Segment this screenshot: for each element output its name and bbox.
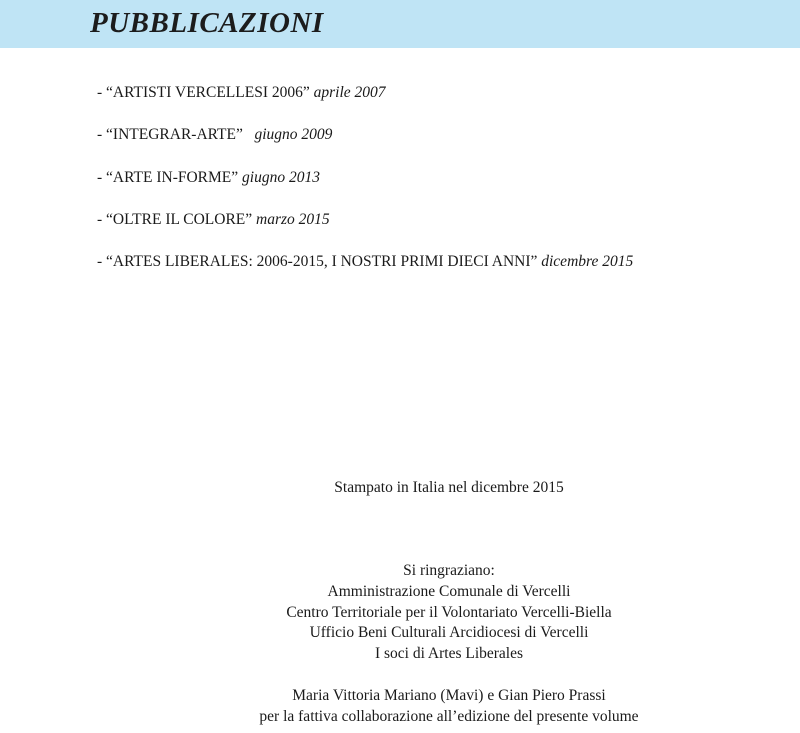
collaboration-credit xyxy=(249,686,649,728)
publication-title: “OLTRE IL COLORE” xyxy=(106,210,253,228)
acknowledgements-heading: Si ringraziano: xyxy=(403,562,495,579)
publication-title: “ARTES LIBERALES: 2006-2015, I NOSTRI PRIMI DIECI ANNI” xyxy=(106,253,538,271)
publication-item xyxy=(97,83,633,125)
collaboration-note: per la fattiva collaborazione all’edizione del presente volume xyxy=(259,707,639,725)
publications-list xyxy=(97,83,633,294)
publication-title: “ARTE IN-FORME” xyxy=(106,168,239,186)
printed-text: Stampato in Italia nel dicembre 2015 xyxy=(334,479,564,496)
publication-item xyxy=(97,252,633,294)
publication-prefix: - xyxy=(97,84,107,101)
publication-title: “ARTISTI VERCELLESI 2006” xyxy=(106,84,310,101)
publication-prefix: - xyxy=(97,168,107,186)
publication-date: giugno 2009 xyxy=(254,126,333,144)
publication-title: “INTEGRAR-ARTE” xyxy=(106,126,243,144)
acknowledgement-entry: Amministrazione Comunale di Vercelli xyxy=(327,582,571,600)
acknowledgement-entry: I soci di Artes Liberales xyxy=(374,645,524,663)
publication-prefix: - xyxy=(97,253,107,271)
publication-date: dicembre 2015 xyxy=(541,253,634,271)
collaboration-names: Maria Vittoria Mariano (Mavi) e Gian Piero Prassi xyxy=(292,687,606,704)
publication-prefix: - xyxy=(97,210,107,228)
publication-date: aprile 2007 xyxy=(313,84,386,101)
acknowledgements xyxy=(249,561,649,665)
publication-item xyxy=(97,210,633,252)
acknowledgement-entry: Ufficio Beni Culturali Arcidiocesi di Vercelli xyxy=(309,624,589,642)
publication-item xyxy=(97,125,633,167)
page-title: PUBBLICAZIONI xyxy=(90,7,324,39)
publication-date: marzo 2015 xyxy=(256,210,330,228)
publication-item xyxy=(97,168,633,210)
header-band xyxy=(0,0,800,48)
publication-prefix: - xyxy=(97,126,107,144)
printed-notice xyxy=(249,478,649,499)
acknowledgement-entry: Centro Territoriale per il Volontariato Vercelli-Biella xyxy=(286,603,612,621)
publication-date: giugno 2013 xyxy=(242,168,320,186)
